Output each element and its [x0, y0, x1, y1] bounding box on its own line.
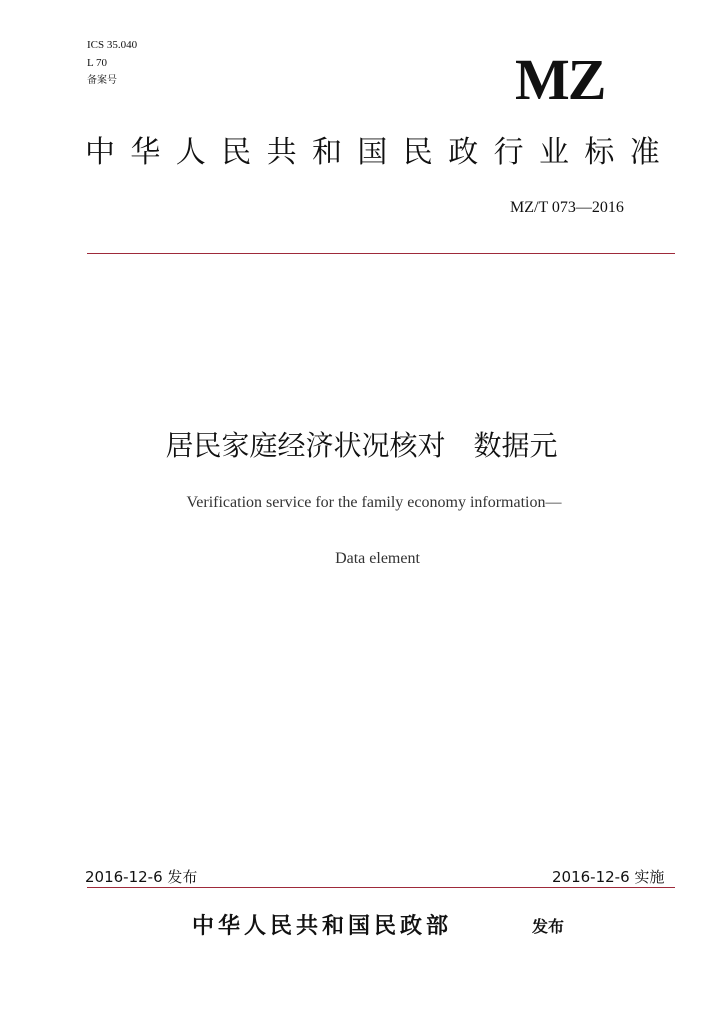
top-divider [87, 253, 675, 254]
classification-code: L 70 [87, 57, 108, 69]
title-cn-main: 居民家庭经济状况核对 [165, 429, 446, 462]
bottom-divider [87, 887, 675, 888]
mz-logo: MZ [515, 47, 605, 112]
title-cn-sub: 数据元 [473, 429, 558, 462]
record-number-label: 备案号 [87, 75, 117, 86]
issue-date: 2016-12-6 发布 [85, 868, 198, 886]
standard-category-title: 中华人民共和国民政行业标准 [85, 135, 676, 170]
document-title-cn [0, 426, 723, 466]
standard-number: MZ/T 073—2016 [510, 199, 624, 216]
document-title-en-line2: Data element [335, 550, 420, 567]
ics-code: ICS 35.040 [87, 39, 138, 51]
issuing-label: 发布 [532, 917, 565, 936]
implementation-date: 2016-12-6 实施 [552, 868, 665, 886]
issuing-authority: 中华人民共和国民政部 [192, 914, 453, 939]
document-title-en-line1: Verification service for the family economy information— [186, 494, 562, 511]
